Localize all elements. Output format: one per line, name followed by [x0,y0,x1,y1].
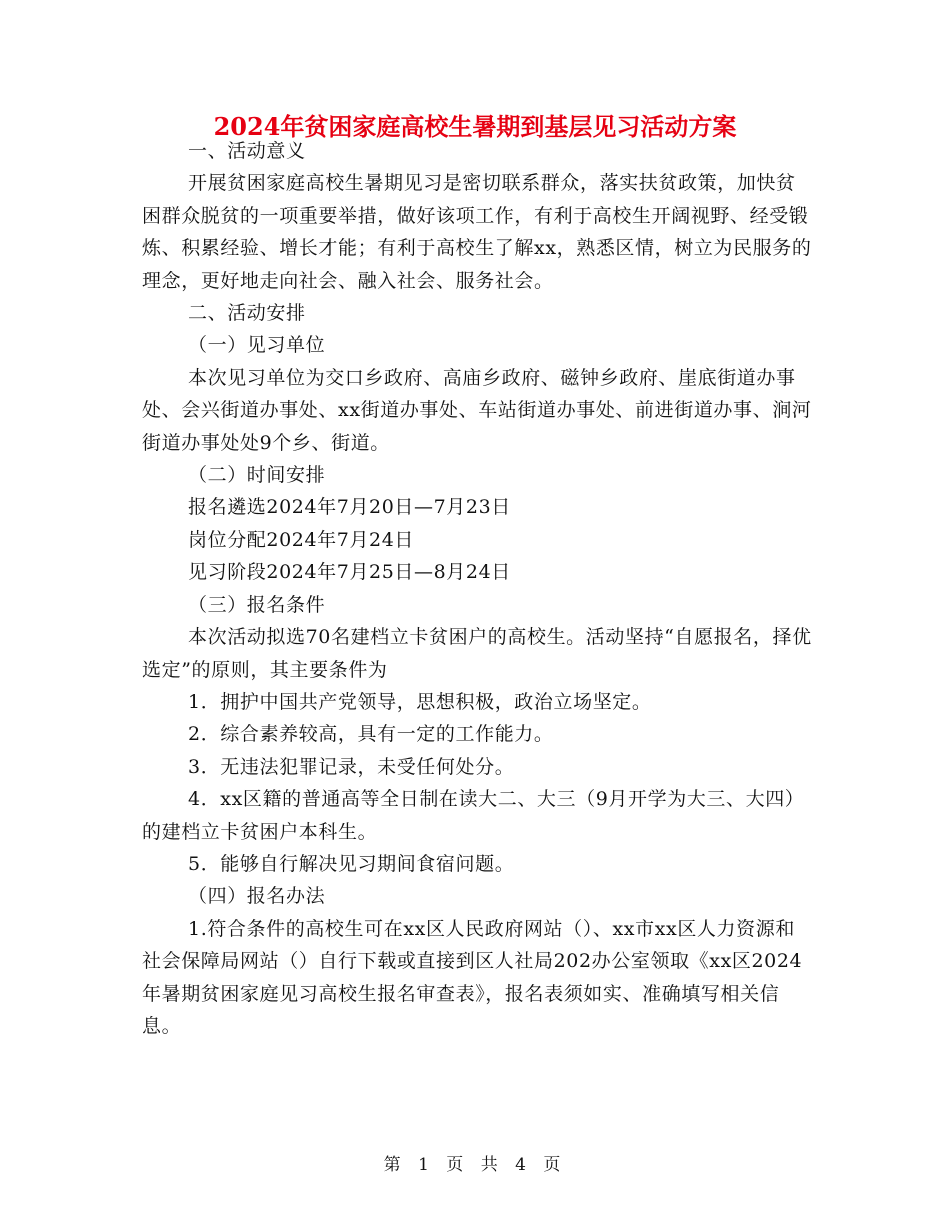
document-title: 2024年贫困家庭高校生暑期到基层见习活动方案 [213,112,737,141]
subheading-conditions: （三）报名条件 [188,593,326,616]
schedule-item-internship: 见习阶段2024年7月25日—8月24日 [188,561,511,584]
condition-item-2: 2．综合素养较高，具有一定的工作能力。 [188,723,554,746]
subheading-schedule: （二）时间安排 [188,464,326,487]
subheading-units: （一）见习单位 [188,334,326,357]
paragraph-conditions: 本次活动拟选70名建档立卡贫困户的高校生。活动坚持“自愿报名，择优选定”的原则，其主要条件为 [142,626,812,681]
condition-item-1: 1．拥护中国共产党领导，思想积极，政治立场坚定。 [188,690,652,713]
section-heading-2: 二、活动安排 [188,302,306,325]
subheading-method: （四）报名办法 [188,885,326,908]
schedule-item-allocation: 岗位分配2024年7月24日 [188,528,415,551]
schedule-item-selection: 报名遴选2024年7月20日—7月23日 [188,496,511,519]
condition-item-3: 3．无违法犯罪记录，未受任何处分。 [188,755,515,778]
paragraph-significance: 开展贫困家庭高校生暑期见习是密切联系群众，落实扶贫政策，加快贫困群众脱贫的一项重要举措，做好该项工作，有利于高校生开阔视野、经受锻炼、积累经验、增长才能；有利于高校生了解xx，熟悉区情，树立为民服务的理念，更好地走向社会、融入社会、服务社会。 [142,172,812,292]
method-item-1: 1.符合条件的高校生可在xx区人民政府网站（）、xx市xx区人力资源和社会保障局网站（）自行下载或直接到区人社局202办公室领取《xx区2024年暑期贫困家庭见习高校生报名审查表》，报名表须如实、准确填写相关信息。 [142,917,803,1037]
page-footer: 第 1 页 共 4 页 [383,1155,567,1175]
condition-item-5: 5．能够自行解决见习期间食宿问题。 [188,852,515,875]
paragraph-units: 本次见习单位为交口乡政府、高庙乡政府、磁钟乡政府、崖底街道办事处、会兴街道办事处、xx街道办事处、车站街道办事处、前进街道办事、涧河街道办事处处9个乡、街道。 [142,366,812,454]
document-body [142,135,812,1042]
section-heading-1: 一、活动意义 [188,140,306,162]
condition-item-4: 4．xx区籍的普通高等全日制在读大二、大三（9月开学为大三、大四）的建档立卡贫困户本科生。 [142,788,805,843]
